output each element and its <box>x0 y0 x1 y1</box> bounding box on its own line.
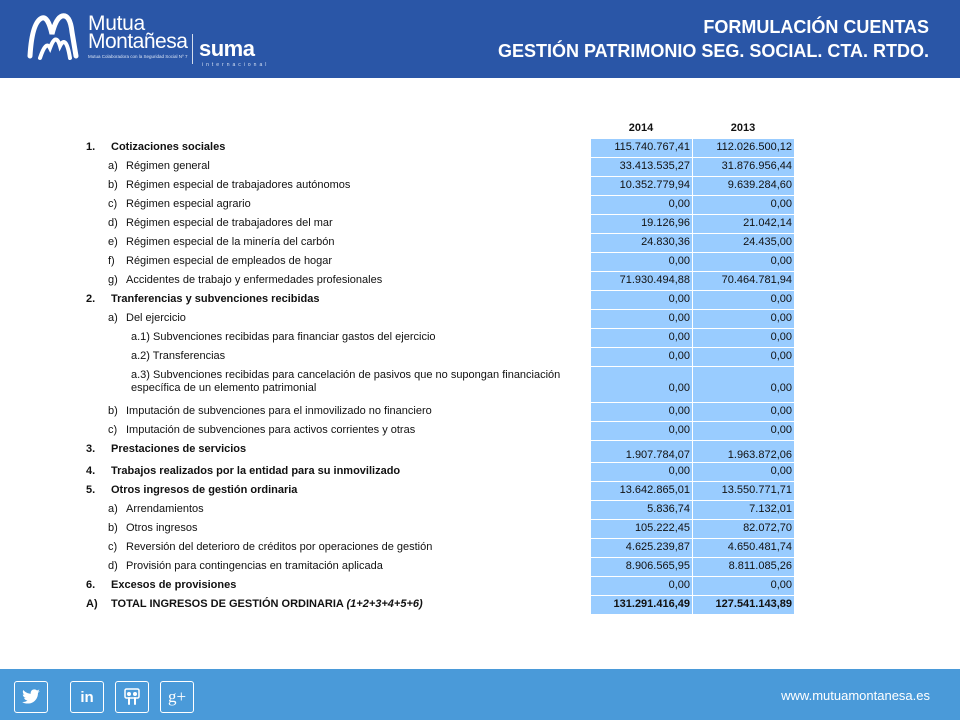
year-header-row <box>86 117 792 137</box>
value-2014: 0,00 <box>591 348 692 366</box>
table-row <box>86 558 792 576</box>
value-2014: 5.836,74 <box>591 501 692 519</box>
row-label-text: Trabajos realizados por la entidad para su inmovilizado <box>111 465 401 477</box>
value-2013: 21.042,14 <box>693 215 794 233</box>
value-2014: 4.625.239,87 <box>591 539 692 557</box>
table-row <box>86 215 792 233</box>
value-2014: 131.291.416,49 <box>591 596 692 614</box>
row-label <box>126 522 576 535</box>
value-2013: 0,00 <box>693 577 794 595</box>
row-letter: d) <box>108 217 118 229</box>
table-row <box>86 348 792 366</box>
row-letter: b) <box>108 405 118 417</box>
logo-divider <box>192 34 193 64</box>
table-row <box>86 463 792 481</box>
table-row <box>86 177 792 195</box>
table-row <box>86 367 792 402</box>
value-2013: 0,00 <box>693 422 794 440</box>
row-label-text: Imputación de subvenciones para el inmovilizado no financiero <box>126 405 432 417</box>
row-label <box>126 405 576 418</box>
row-label <box>111 598 561 611</box>
value-2014: 0,00 <box>591 291 692 309</box>
table-row <box>86 253 792 271</box>
value-2014: 0,00 <box>591 310 692 328</box>
row-number: 1. <box>86 141 96 153</box>
row-label-text: a.2) Transferencias <box>131 350 226 362</box>
row-letter: a) <box>108 312 118 324</box>
row-label-text: a.1) Subvenciones recibidas para financiar gastos del ejercicio <box>131 331 436 343</box>
year-header-2014: 2014 <box>628 122 654 134</box>
linkedin-icon: in <box>80 688 94 706</box>
row-letter: c) <box>108 424 118 436</box>
row-label <box>126 236 576 249</box>
row-label-text: Otros ingresos de gestión ordinaria <box>111 484 298 496</box>
website-link[interactable]: www.mutuamontanesa.es <box>781 688 930 703</box>
value-2014: 0,00 <box>591 367 692 402</box>
row-label-formula: (1+2+3+4+5+6) <box>346 598 423 610</box>
row-label <box>131 369 581 395</box>
suma-subtitle: internacional <box>202 62 270 68</box>
value-2014: 105.222,45 <box>591 520 692 538</box>
row-label-text: Régimen especial de trabajadores del mar <box>126 217 333 229</box>
value-2013: 0,00 <box>693 310 794 328</box>
value-2014: 0,00 <box>591 463 692 481</box>
row-label-text: Prestaciones de servicios <box>111 443 247 455</box>
value-2014: 13.642.865,01 <box>591 482 692 500</box>
value-2013: 1.963.872,06 <box>693 441 794 462</box>
value-2014: 0,00 <box>591 422 692 440</box>
row-label-text: Excesos de provisiones <box>111 579 237 591</box>
row-label-text: TOTAL INGRESOS DE GESTIÓN ORDINARIA <box>111 598 344 610</box>
value-2013: 24.435,00 <box>693 234 794 252</box>
row-label-text: Régimen especial de empleados de hogar <box>126 255 333 267</box>
value-2013: 7.132,01 <box>693 501 794 519</box>
table-row <box>86 577 792 595</box>
value-2014: 0,00 <box>591 196 692 214</box>
value-2014: 24.830,36 <box>591 234 692 252</box>
table-row <box>86 158 792 176</box>
row-label <box>126 255 576 268</box>
value-2013: 0,00 <box>693 196 794 214</box>
row-label <box>126 179 576 192</box>
total-row <box>86 596 792 614</box>
row-label <box>126 198 576 211</box>
row-label <box>126 541 576 554</box>
row-label <box>111 484 561 497</box>
brand-tagline: Mutua Colaboradora con la Seguridad Social Nº 7 <box>88 54 188 59</box>
google-plus-button[interactable] <box>160 681 194 713</box>
row-number: 4. <box>86 465 96 477</box>
table-row <box>86 310 792 328</box>
row-letter: b) <box>108 179 118 191</box>
row-number: 2. <box>86 293 96 305</box>
row-label <box>126 274 576 287</box>
row-label-text: Reversión del deterioro de créditos por operaciones de gestión <box>126 541 433 553</box>
row-label <box>126 424 576 437</box>
value-2014: 19.126,96 <box>591 215 692 233</box>
row-letter: f) <box>108 255 115 267</box>
brand-line1: Mutua <box>88 12 145 35</box>
slideshare-button[interactable] <box>115 681 149 713</box>
value-2013: 13.550.771,71 <box>693 482 794 500</box>
mm-logo-icon <box>26 12 86 64</box>
row-label-text: Régimen especial de la minería del carbón <box>126 236 335 248</box>
row-number: 6. <box>86 579 96 591</box>
value-2013: 0,00 <box>693 291 794 309</box>
year-header-2013: 2013 <box>730 122 756 134</box>
value-2013: 4.650.481,74 <box>693 539 794 557</box>
table-row <box>86 422 792 440</box>
value-2013: 8.811.085,26 <box>693 558 794 576</box>
row-letter: a) <box>108 160 118 172</box>
value-2014: 0,00 <box>591 403 692 421</box>
value-2013: 9.639.284,60 <box>693 177 794 195</box>
row-label-text: Del ejercicio <box>126 312 186 324</box>
row-label-text: Régimen especial agrario <box>126 198 251 210</box>
twitter-button[interactable] <box>14 681 48 713</box>
linkedin-button[interactable] <box>70 681 104 713</box>
row-label <box>126 160 576 173</box>
value-2014: 0,00 <box>591 577 692 595</box>
table-row <box>86 272 792 290</box>
row-label <box>111 443 561 456</box>
row-label <box>126 217 576 230</box>
value-2014: 10.352.779,94 <box>591 177 692 195</box>
row-label <box>131 331 581 344</box>
page-title-line2: GESTIÓN PATRIMONIO SEG. SOCIAL. CTA. RTDO. <box>497 41 929 61</box>
value-2014: 33.413.535,27 <box>591 158 692 176</box>
slideshare-icon <box>122 687 142 707</box>
row-label-text: Tranferencias y subvenciones recibidas <box>111 293 320 305</box>
footer-bar <box>0 669 960 720</box>
brand-line2: Montañesa <box>88 30 188 53</box>
row-label-text: Régimen especial de trabajadores autónomos <box>126 179 351 191</box>
table-row <box>86 234 792 252</box>
row-label-text: Régimen general <box>126 160 210 172</box>
row-number: A) <box>86 598 98 610</box>
row-label <box>126 503 576 516</box>
value-2014: 8.906.565,95 <box>591 558 692 576</box>
value-2013: 0,00 <box>693 329 794 347</box>
value-2013: 0,00 <box>693 463 794 481</box>
table-row <box>86 520 792 538</box>
row-label-text: Provisión para contingencias en tramitación aplicada <box>126 560 383 572</box>
table-row <box>86 501 792 519</box>
row-label-text: Imputación de subvenciones para activos corrientes y otras <box>126 424 416 436</box>
row-label-text: a.3) Subvenciones recibidas para cancelación de pasivos que no supongan financiación específica de un elemento patrimonial <box>131 369 561 394</box>
row-letter: g) <box>108 274 118 286</box>
value-2013: 82.072,70 <box>693 520 794 538</box>
row-letter: b) <box>108 522 118 534</box>
table-row <box>86 139 792 157</box>
row-letter: c) <box>108 198 118 210</box>
row-label-text: Otros ingresos <box>126 522 198 534</box>
value-2014: 0,00 <box>591 329 692 347</box>
value-2013: 70.464.781,94 <box>693 272 794 290</box>
value-2014: 0,00 <box>591 253 692 271</box>
table-row <box>86 441 792 462</box>
suma-logo: suma <box>199 36 255 61</box>
row-label <box>131 350 581 363</box>
mutua-montanesa-logo[interactable] <box>26 10 276 68</box>
row-label <box>111 579 561 592</box>
row-label-text: Accidentes de trabajo y enfermedades profesionales <box>126 274 383 286</box>
header-bar <box>0 0 960 78</box>
table-row <box>86 403 792 421</box>
row-label <box>126 312 576 325</box>
value-2013: 112.026.500,12 <box>693 139 794 157</box>
row-label-text: Arrendamientos <box>126 503 204 515</box>
value-2013: 0,00 <box>693 253 794 271</box>
value-2014: 115.740.767,41 <box>591 139 692 157</box>
row-letter: c) <box>108 541 118 553</box>
value-2013: 127.541.143,89 <box>693 596 794 614</box>
row-letter: e) <box>108 236 118 248</box>
table-row <box>86 539 792 557</box>
page-title-line1: FORMULACIÓN CUENTAS <box>703 17 929 37</box>
twitter-icon <box>21 689 41 705</box>
table-row <box>86 329 792 347</box>
value-2014: 1.907.784,07 <box>591 441 692 462</box>
row-label <box>111 465 561 478</box>
value-2013: 31.876.956,44 <box>693 158 794 176</box>
value-2014: 71.930.494,88 <box>591 272 692 290</box>
row-label <box>126 560 576 573</box>
value-2013: 0,00 <box>693 367 794 402</box>
table-row <box>86 482 792 500</box>
value-2013: 0,00 <box>693 403 794 421</box>
table-row <box>86 196 792 214</box>
row-number: 5. <box>86 484 96 496</box>
table-row <box>86 291 792 309</box>
google-plus-icon: g+ <box>167 687 187 706</box>
value-2013: 0,00 <box>693 348 794 366</box>
row-label <box>111 293 561 306</box>
row-letter: d) <box>108 560 118 572</box>
row-number: 3. <box>86 443 96 455</box>
row-label-text: Cotizaciones sociales <box>111 141 226 153</box>
row-letter: a) <box>108 503 118 515</box>
row-label <box>111 141 561 154</box>
